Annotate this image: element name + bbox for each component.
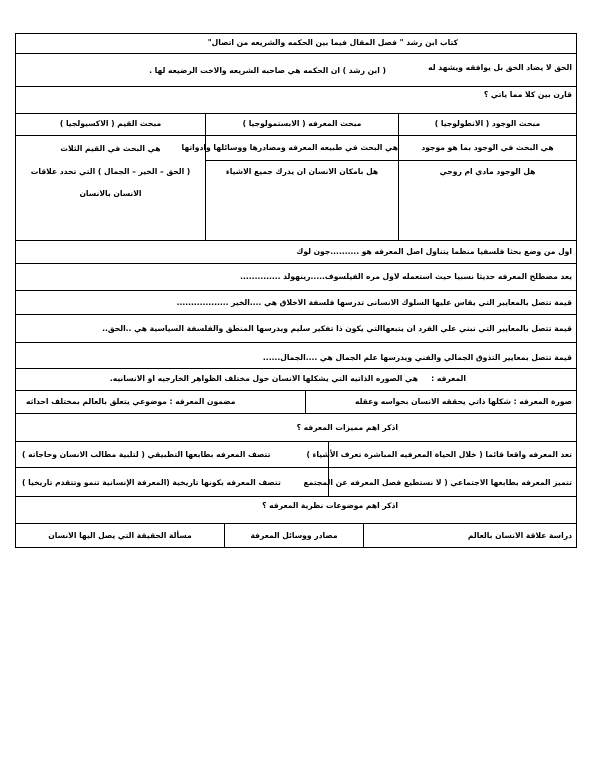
features-divider-2: [328, 468, 329, 497]
compare-header-row: [16, 114, 576, 136]
features-prompt-row: [16, 414, 576, 442]
compare-prompt: قارن بين كلا مما ياتي ؟: [483, 90, 572, 99]
feature-4: تتصف المعرفه بكونها تاريخية (المعرفة الإنسانية تنمو وتتقدم تاريخيا ): [22, 478, 281, 487]
features-divider-1: [328, 442, 329, 468]
form-objective: مضمون المعرفه : موضوعي يتعلق بالعالم بمختلف احداثه: [26, 397, 236, 406]
topics-row: [16, 524, 576, 547]
fill-row-1: [16, 241, 576, 264]
thesis-part2: ( ابن رشد ) ان الحكمه هي صاحبه الشريعه والاخت الرضيعه لها .: [149, 66, 386, 75]
fill-text-1: اول من وضع بحثا فلسفيا منظما يتناول اصل المعرفه هو ..........جون لوك: [296, 247, 572, 256]
fill-text-4: قيمة تتصل بالمعايير التي نبني علي الفرد ان يتبعهاالتي يكون ذا تفكير سليم ويدرسها المنطق والفلسفة السياسية هي ..الحق..: [102, 324, 572, 333]
cell-axiology: هي البحث في القيم الثلاث ( الحق – الخير – الجمال ) التي تحدد علاقات الانسان بالانسان: [16, 136, 206, 240]
topics-prompt: اذكر اهم موضوعات نظرية المعرفه ؟: [262, 501, 398, 510]
worksheet: [15, 33, 577, 548]
thesis-row: [16, 54, 576, 87]
definition-text: هي الصوره الذاتيه التي يشكلها الانسان حول مختلف الظواهر الخارجيه او الانسانيه.: [109, 374, 418, 383]
cell-ontology: هي البحث في الوجود بما هو موجود هل الوجود مادي ام روحي: [399, 136, 576, 240]
features-prompt: اذكر اهم مميزات المعرفه ؟: [296, 423, 398, 432]
fill-row-5: [16, 343, 576, 369]
fill-row-4: [16, 315, 576, 343]
fill-row-2: [16, 264, 576, 291]
title-row: [16, 34, 576, 54]
feature-2: تتصف المعرفه بطابعها التطبيقي ( لتلبية مطالب الانسان وحاجاته ): [22, 450, 271, 459]
topics-prompt-row: [16, 497, 576, 524]
definition-row: [16, 369, 576, 391]
fill-text-2: يعد مصطلح المعرفه حديثا نسبيا حيث استعمله لاول مره الفيلسوف.....رينهولد ..............: [240, 272, 572, 281]
fill-row-3: [16, 291, 576, 315]
compare-prompt-row: [16, 87, 576, 114]
feature-3: تتميز المعرفه بطابعها الاجتماعي ( لا نستطيع فصل المعرفه عن المجتمع: [303, 478, 572, 487]
features-row-2: [16, 468, 576, 497]
features-row-1: [16, 442, 576, 468]
compare-body-row: [16, 136, 576, 241]
fill-text-3: قيمة تتصل بالمعايير التي يقاس عليها السلوك الانسانى تدرسها فلسفة الاخلاق هي ....الخير ..................: [176, 298, 572, 307]
cell-epistemology: هي البحث في طبيعه المعرفه ومصادرها ووسائلها وادواتها هل بامكان الانسان ان يدرك جميع الاشياء: [206, 136, 399, 240]
header-epistemology: مبحث المعرفه ( الابستمولوجيا ): [206, 114, 399, 135]
topic-cell-1: دراسة علاقة الانسان بالعالم: [467, 531, 572, 540]
topic-cell-3: مسألة الحقيقة التي يصل اليها الانسان: [16, 524, 225, 547]
header-ontology: مبحث الوجود ( الانطولوجيا ): [434, 119, 541, 128]
header-axiology: مبحث القيم ( الاكسيولجيا ): [16, 114, 206, 135]
form-subjective: صورة المعرفه : شكلها ذاتي يحققه الانسان بحواسه وعقله: [354, 397, 572, 406]
definition-label: المعرفه :: [431, 374, 466, 383]
forms-row: [16, 391, 576, 414]
thesis-part1: الحق لا يضاد الحق بل يوافقه ويشهد له: [428, 63, 572, 72]
feature-1: تعد المعرفه واقعا قائما ( خلال الحياة المعرفيه المباشرة تعرف الأشياء ): [306, 450, 572, 459]
book-title: كتاب ابن رشد " فصل المقال فيما بين الحكمه والشريعه من اتصال": [207, 38, 458, 47]
forms-divider: [305, 391, 306, 414]
topic-cell-2: مصادر ووسائل المعرفة: [225, 524, 364, 547]
fill-text-5: قيمة تتصل بمعايير التذوق الجمالي والفني ويدرسها علم الجمال هي ....الجمال......: [262, 353, 572, 362]
